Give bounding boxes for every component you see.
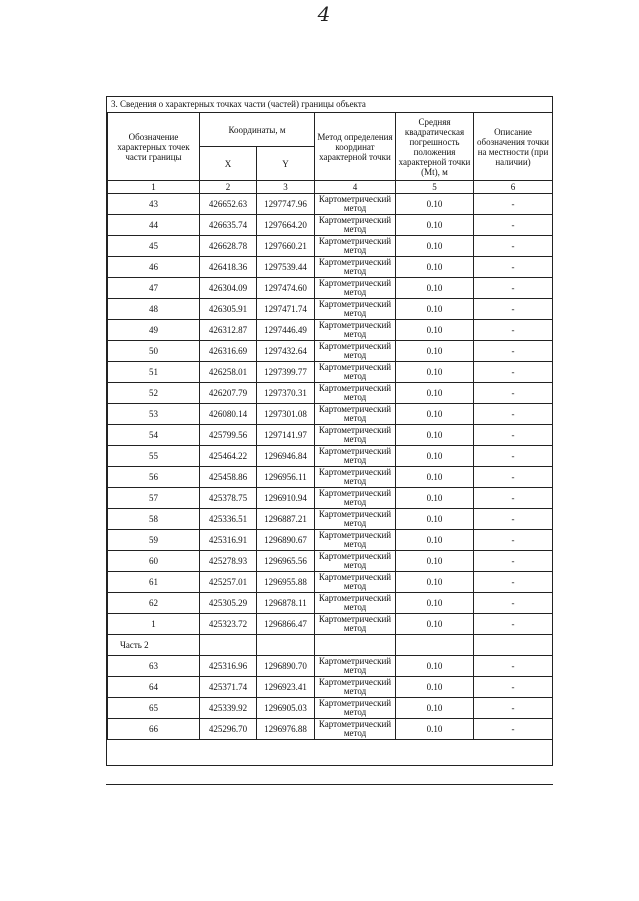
accuracy-cell: 0.10 [396, 530, 474, 551]
description-cell: - [474, 677, 553, 698]
table-row [108, 509, 553, 530]
accuracy-cell: 0.10 [396, 215, 474, 236]
x-coordinate-cell: 426316.69 [200, 341, 257, 362]
x-coordinate-cell: 426628.78 [200, 236, 257, 257]
description-cell: - [474, 467, 553, 488]
accuracy-cell: 0.10 [396, 236, 474, 257]
part-divider-row [108, 635, 553, 656]
column-number: 2 [200, 181, 257, 194]
table-row [108, 362, 553, 383]
point-number-cell: 56 [108, 467, 200, 488]
accuracy-cell: 0.10 [396, 362, 474, 383]
method-cell: Картометрический метод [315, 572, 396, 593]
accuracy-cell: 0.10 [396, 320, 474, 341]
table-row [108, 404, 553, 425]
table-row [108, 467, 553, 488]
column-number: 4 [315, 181, 396, 194]
point-number-cell: 57 [108, 488, 200, 509]
description-cell: - [474, 320, 553, 341]
bottom-divider [106, 784, 553, 785]
table-row [108, 593, 553, 614]
column-number: 3 [257, 181, 315, 194]
empty-cell [257, 635, 315, 656]
accuracy-cell: 0.10 [396, 509, 474, 530]
y-coordinate-cell: 1296905.03 [257, 698, 315, 719]
point-number-cell: 65 [108, 698, 200, 719]
x-coordinate-cell: 426312.87 [200, 320, 257, 341]
y-coordinate-cell: 1296890.67 [257, 530, 315, 551]
accuracy-cell: 0.10 [396, 488, 474, 509]
x-coordinate-cell: 426258.01 [200, 362, 257, 383]
header-method: Метод определения координат характерной точки [315, 113, 396, 181]
method-cell: Картометрический метод [315, 362, 396, 383]
method-cell: Картометрический метод [315, 383, 396, 404]
point-number-cell: 61 [108, 572, 200, 593]
table-row [108, 236, 553, 257]
table-row [108, 614, 553, 635]
accuracy-cell: 0.10 [396, 257, 474, 278]
method-cell: Картометрический метод [315, 236, 396, 257]
boundary-points-sheet [106, 96, 553, 766]
description-cell: - [474, 299, 553, 320]
empty-cell [396, 635, 474, 656]
accuracy-cell: 0.10 [396, 614, 474, 635]
description-cell: - [474, 194, 553, 215]
point-number-cell: 51 [108, 362, 200, 383]
y-coordinate-cell: 1296887.21 [257, 509, 315, 530]
boundary-points-table [107, 112, 553, 740]
method-cell: Картометрический метод [315, 299, 396, 320]
description-cell: - [474, 425, 553, 446]
x-coordinate-cell: 425296.70 [200, 719, 257, 740]
table-row [108, 530, 553, 551]
x-coordinate-cell: 425378.75 [200, 488, 257, 509]
method-cell: Картометрический метод [315, 446, 396, 467]
description-cell: - [474, 383, 553, 404]
point-number-cell: 63 [108, 656, 200, 677]
point-number-cell: 59 [108, 530, 200, 551]
point-number-cell: 58 [108, 509, 200, 530]
point-number-cell: 47 [108, 278, 200, 299]
header-accuracy: Средняя квадратическая погрешность положения характерной точки (Mt), м [396, 113, 474, 181]
table-row [108, 446, 553, 467]
method-cell: Картометрический метод [315, 257, 396, 278]
y-coordinate-cell: 1297539.44 [257, 257, 315, 278]
method-cell: Картометрический метод [315, 656, 396, 677]
x-coordinate-cell: 425323.72 [200, 614, 257, 635]
table-row [108, 383, 553, 404]
description-cell: - [474, 404, 553, 425]
method-cell: Картометрический метод [315, 320, 396, 341]
point-number-cell: 54 [108, 425, 200, 446]
description-cell: - [474, 362, 553, 383]
x-coordinate-cell: 425339.92 [200, 698, 257, 719]
table-row [108, 278, 553, 299]
empty-cell [474, 635, 553, 656]
table-row [108, 551, 553, 572]
column-number: 6 [474, 181, 553, 194]
header-x: X [200, 147, 257, 181]
accuracy-cell: 0.10 [396, 593, 474, 614]
header-description: Описание обозначения точки на местности (при наличии) [474, 113, 553, 181]
column-number: 1 [108, 181, 200, 194]
page-number: 4 [317, 2, 331, 26]
table-row [108, 698, 553, 719]
table-row [108, 257, 553, 278]
point-number-cell: 53 [108, 404, 200, 425]
y-coordinate-cell: 1297432.64 [257, 341, 315, 362]
x-coordinate-cell: 426304.09 [200, 278, 257, 299]
method-cell: Картометрический метод [315, 698, 396, 719]
method-cell: Картометрический метод [315, 215, 396, 236]
description-cell: - [474, 656, 553, 677]
point-number-cell: 52 [108, 383, 200, 404]
x-coordinate-cell: 425799.56 [200, 425, 257, 446]
table-row [108, 215, 553, 236]
accuracy-cell: 0.10 [396, 194, 474, 215]
y-coordinate-cell: 1297474.60 [257, 278, 315, 299]
y-coordinate-cell: 1296910.94 [257, 488, 315, 509]
accuracy-cell: 0.10 [396, 278, 474, 299]
x-coordinate-cell: 425305.29 [200, 593, 257, 614]
description-cell: - [474, 341, 553, 362]
accuracy-cell: 0.10 [396, 299, 474, 320]
description-cell: - [474, 488, 553, 509]
table-row [108, 425, 553, 446]
x-coordinate-cell: 425371.74 [200, 677, 257, 698]
accuracy-cell: 0.10 [396, 698, 474, 719]
method-cell: Картометрический метод [315, 719, 396, 740]
x-coordinate-cell: 425316.96 [200, 656, 257, 677]
method-cell: Картометрический метод [315, 530, 396, 551]
description-cell: - [474, 614, 553, 635]
method-cell: Картометрический метод [315, 551, 396, 572]
table-row [108, 341, 553, 362]
point-number-cell: 64 [108, 677, 200, 698]
y-coordinate-cell: 1296965.56 [257, 551, 315, 572]
point-number-cell: 44 [108, 215, 200, 236]
header-designation: Обозначение характерных точек части границы [108, 113, 200, 181]
y-coordinate-cell: 1297471.74 [257, 299, 315, 320]
table-row [108, 299, 553, 320]
y-coordinate-cell: 1297660.21 [257, 236, 315, 257]
point-number-cell: 50 [108, 341, 200, 362]
y-coordinate-cell: 1296956.11 [257, 467, 315, 488]
empty-cell [315, 635, 396, 656]
description-cell: - [474, 215, 553, 236]
accuracy-cell: 0.10 [396, 656, 474, 677]
method-cell: Картометрический метод [315, 278, 396, 299]
x-coordinate-cell: 425464.22 [200, 446, 257, 467]
point-number-cell: 66 [108, 719, 200, 740]
x-coordinate-cell: 425336.51 [200, 509, 257, 530]
description-cell: - [474, 236, 553, 257]
method-cell: Картометрический метод [315, 677, 396, 698]
y-coordinate-cell: 1297370.31 [257, 383, 315, 404]
x-coordinate-cell: 425458.86 [200, 467, 257, 488]
y-coordinate-cell: 1296955.88 [257, 572, 315, 593]
method-cell: Картометрический метод [315, 509, 396, 530]
table-row [108, 320, 553, 341]
accuracy-cell: 0.10 [396, 467, 474, 488]
x-coordinate-cell: 426305.91 [200, 299, 257, 320]
accuracy-cell: 0.10 [396, 719, 474, 740]
y-coordinate-cell: 1296878.11 [257, 593, 315, 614]
method-cell: Картометрический метод [315, 341, 396, 362]
accuracy-cell: 0.10 [396, 572, 474, 593]
table-row [108, 488, 553, 509]
table-row [108, 656, 553, 677]
y-coordinate-cell: 1297141.97 [257, 425, 315, 446]
header-coordinates: Координаты, м [200, 113, 315, 147]
description-cell: - [474, 572, 553, 593]
description-cell: - [474, 593, 553, 614]
point-number-cell: 45 [108, 236, 200, 257]
table-row [108, 677, 553, 698]
description-cell: - [474, 446, 553, 467]
part-label: Часть 2 [108, 635, 200, 656]
y-coordinate-cell: 1296976.88 [257, 719, 315, 740]
point-number-cell: 55 [108, 446, 200, 467]
y-coordinate-cell: 1297399.77 [257, 362, 315, 383]
description-cell: - [474, 551, 553, 572]
description-cell: - [474, 509, 553, 530]
x-coordinate-cell: 426635.74 [200, 215, 257, 236]
empty-cell [200, 635, 257, 656]
table-row [108, 572, 553, 593]
y-coordinate-cell: 1297301.08 [257, 404, 315, 425]
x-coordinate-cell: 425257.01 [200, 572, 257, 593]
y-coordinate-cell: 1296923.41 [257, 677, 315, 698]
accuracy-cell: 0.10 [396, 341, 474, 362]
method-cell: Картометрический метод [315, 614, 396, 635]
accuracy-cell: 0.10 [396, 383, 474, 404]
section-title: 3. Сведения о характерных точках части (частей) границы объекта [111, 99, 366, 109]
point-number-cell: 60 [108, 551, 200, 572]
y-coordinate-cell: 1297664.20 [257, 215, 315, 236]
point-number-cell: 43 [108, 194, 200, 215]
y-coordinate-cell: 1296946.84 [257, 446, 315, 467]
x-coordinate-cell: 426207.79 [200, 383, 257, 404]
method-cell: Картометрический метод [315, 194, 396, 215]
description-cell: - [474, 278, 553, 299]
y-coordinate-cell: 1296866.47 [257, 614, 315, 635]
table-row [108, 194, 553, 215]
y-coordinate-cell: 1296890.70 [257, 656, 315, 677]
y-coordinate-cell: 1297446.49 [257, 320, 315, 341]
accuracy-cell: 0.10 [396, 446, 474, 467]
point-number-cell: 1 [108, 614, 200, 635]
header-y: Y [257, 147, 315, 181]
method-cell: Картометрический метод [315, 593, 396, 614]
x-coordinate-cell: 426418.36 [200, 257, 257, 278]
point-number-cell: 62 [108, 593, 200, 614]
accuracy-cell: 0.10 [396, 404, 474, 425]
accuracy-cell: 0.10 [396, 551, 474, 572]
accuracy-cell: 0.10 [396, 677, 474, 698]
method-cell: Картометрический метод [315, 467, 396, 488]
x-coordinate-cell: 425316.91 [200, 530, 257, 551]
x-coordinate-cell: 425278.93 [200, 551, 257, 572]
y-coordinate-cell: 1297747.96 [257, 194, 315, 215]
x-coordinate-cell: 426080.14 [200, 404, 257, 425]
method-cell: Картометрический метод [315, 404, 396, 425]
column-number: 5 [396, 181, 474, 194]
x-coordinate-cell: 426652.63 [200, 194, 257, 215]
accuracy-cell: 0.10 [396, 425, 474, 446]
description-cell: - [474, 698, 553, 719]
description-cell: - [474, 719, 553, 740]
description-cell: - [474, 257, 553, 278]
table-row [108, 719, 553, 740]
point-number-cell: 48 [108, 299, 200, 320]
table-body [108, 194, 553, 740]
method-cell: Картометрический метод [315, 488, 396, 509]
point-number-cell: 49 [108, 320, 200, 341]
point-number-cell: 46 [108, 257, 200, 278]
method-cell: Картометрический метод [315, 425, 396, 446]
description-cell: - [474, 530, 553, 551]
